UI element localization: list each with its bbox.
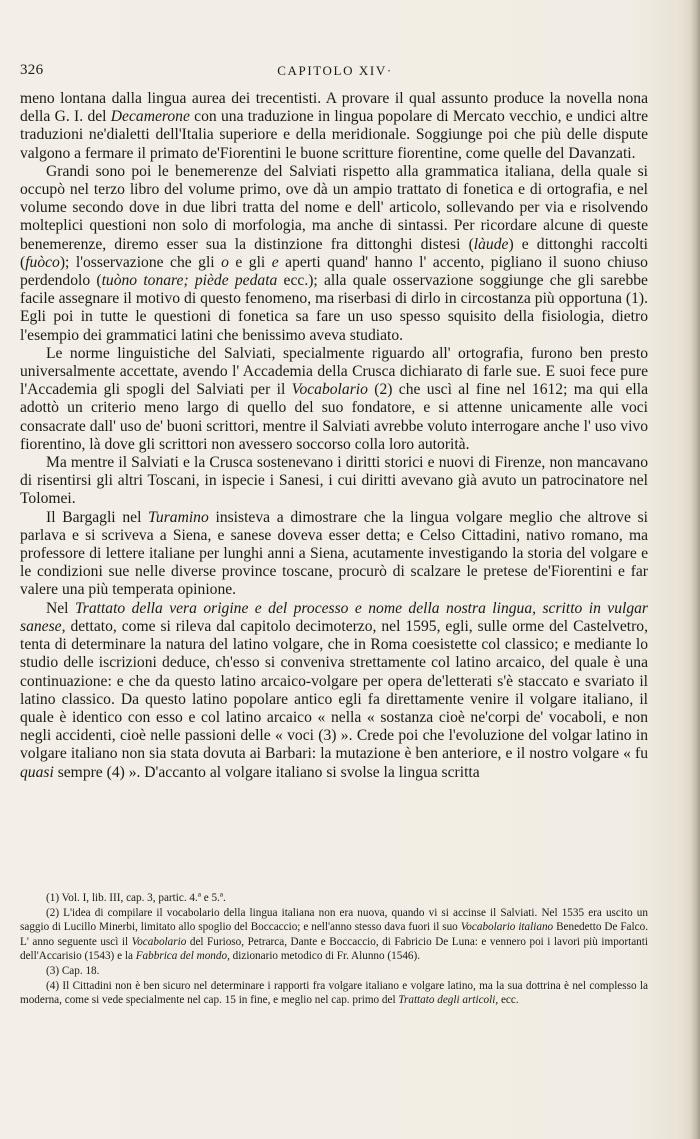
footnote [20, 906, 648, 964]
footnotes [20, 891, 648, 1008]
footnote [20, 891, 648, 906]
text-run: (2) L'idea di compilare il vocabolario della lingua italiana non era nuova, quando vi si accinse il Salviati. Nel 1535 era uscito un saggio di Lucillo Minerbi, limitato allo spoglio del Boccaccio; e nell'anno stesso dava fuori il suo [20, 906, 648, 934]
italic-run: Decamerone [110, 108, 190, 126]
italic-run: Vocabolario [131, 935, 187, 948]
italic-run: Turamino [148, 508, 209, 526]
text-run: sempre (4) ». D'accanto al volgare italiano si svolse la lingua scritta [53, 763, 480, 781]
italic-run: Vocabolario italiano [460, 921, 554, 934]
text-run: dizionario metodico di Fr. Alunno (1546). [229, 950, 421, 963]
text-run: aperti quand' hanno l' accento, pigliano il suono chiuso perdendolo ( [20, 253, 648, 290]
text-run: con una traduzione in lingua popolare di Mercato vecchio, e undici altre traduzioni ne'dialetti dell'Italia superiore e della meridionale. Soggiunge poi che più delle dispute valgono a fermare il primato de'Fiorentini le buone scritture fiorentine, come quelle del Davanzati. [20, 108, 648, 162]
page-header [20, 62, 650, 84]
paragraph [20, 454, 648, 509]
italic-run: fuòco [25, 253, 60, 271]
text-run: (2) che uscì al fine nel 1612; ma qui ella adottò un criterio meno largo di quello del suo fondatore, e si attenne unicamente alle voci consacrate dall' uso de' buoni scrittori, mentre il Salviati avrebbe voluto interrogare anche l' uso vivo fiorentino, là dove gli scrittori non avessero soccorso colla loro autorità. [20, 381, 648, 453]
text-run: (1) Vol. I, lib. III, cap. 3, partic. 4.ª e 5.ª. [46, 892, 226, 904]
text-run: ) e dittonghi raccolti ( [20, 235, 649, 271]
italic-run: o [221, 253, 229, 271]
text-run: Le norme linguistiche del Salviati, specialmente riguardo all' ortografia, furono ben presto universalmente accettate, avendo l' Accademia della Crusca dichiarato di farle sue. E suoi fece pure l'Accademia gli spogli del Salviati per il [20, 344, 648, 399]
paragraph [20, 345, 648, 454]
italic-run: Trattato degli articoli, [398, 994, 499, 1007]
text-run: dettato, come si rileva dal capitolo decimoterzo, nel 1595, egli, sulle orme del Castelvetro, tenta di determinare la natura del latino volgare, che in Roma coesistette col classico; e mediante lo studio delle iscrizioni deduce, ch'esso si conveniva strettamente col latino arcaico, del quale è una continuazione: e che da questo latino arcaico-volgare per opera de'letterati s'è staccato e svariato il latino classico. Da questo latino popolare antico egli fa direttamente venire il volgare italiano, il quale è identico con esso e col latino arcaico « nella « sostanza cioè ne'corpi de' vocaboli, e non negli accidenti, cioè nelle passioni delle « voci (3) ». Crede poi che l'evoluzione del volgar latino in volgare italiano non sia stata dovuta ai Barbari: la mutazione è ben anteriore, e il nostro volgare « fu [20, 617, 648, 763]
paragraph [20, 600, 648, 782]
text-run: e gli [228, 253, 272, 271]
italic-run: e [271, 253, 279, 271]
text-run: (4) Il Cittadini non è ben sicuro nel determinare i rapporti fra volgare italiano e volgare latino, ma la sua dottrina è nel complesso la moderna, come si vede specialmente nel cap. 15 in fine, e meglio nel cap. primo del [20, 979, 648, 1007]
text-run: del Furioso, Petrarca, Dante e Boccaccio, di Fabricio De Luna: e vennero poi i lavori più importanti dell'Accarisio (1543) e la [20, 935, 648, 963]
paragraph [20, 509, 648, 600]
italic-run: tuòno tonare; piède pedata [101, 272, 278, 290]
text-run: insisteva a dimostrare che la lingua volgare meglio che altrove si parlava e si scriveva a Siena, e sanese doveva esser detta; e Celso Cittadini, nativo romano, ma professore di lettere italiane per lunghi anni a Siena, acutamente investigando la storia del volgare e le condizioni sue nelle diverse province toscane, procurò di scalzare le pretese de'Fiorentini e far valere una più temperata opinione. [20, 508, 648, 599]
text-run: meno lontana dalla lingua aurea dei trecentisti. A provare il qual assunto produce la novella nona della G. I. del [20, 90, 648, 126]
main-text [20, 90, 648, 782]
italic-run: Trattato della vera origine e del processo e nome della nostra lingua, scritto in vulgar sanese, [20, 599, 648, 635]
text-run: Il Bargagli nel [46, 508, 149, 526]
text-run: ); l'osservazione che gli [59, 253, 222, 271]
text-run: (3) Cap. 18. [46, 964, 100, 977]
footnote [20, 964, 648, 979]
page-number: 326 [20, 62, 44, 78]
italic-run: Fabbrica del mondo, [135, 950, 230, 963]
page-edge-shadow [690, 0, 700, 1139]
text-run: ecc.); alla quale osservazione soggiunge che gli sarebbe facile assegnare il motivo di questo fenomeno, ma riserbasi di dirlo in circostanza più opportuna (1). Egli poi in tutte le questioni di fonetica sa fare un uso spesso squisito della fisiologia, dietro l'esempio dei grammatici latini che benissimo aveva studiato. [20, 272, 648, 344]
italic-run: làude [473, 235, 509, 253]
text-run: Grandi sono poi le benemerenze del Salviati rispetto alla grammatica italiana, della quale si occupò nel terzo libro del volume primo, ove dà un ampio trattato di fonetica e di ortografia, e nel volume secondo dove in due libri tratta del nome e dell' articolo, sollevando per via e risolvendo molteplici questioni non solo di morfologia, ma anche di sintassi. Per ricordare alcune di queste benemerenze, diremo esser sua la distinzione fra dittonghi distesi ( [20, 162, 648, 253]
running-head: CAPITOLO XIV· [277, 63, 393, 78]
italic-run: quasi [20, 763, 54, 781]
italic-run: Vocabolario [291, 381, 368, 399]
footnote [20, 979, 648, 1008]
text-run: Nel [46, 599, 75, 617]
text-run: ecc. [498, 994, 519, 1007]
text-run: Benedetto De Falco. L' anno seguente uscì il [20, 921, 648, 948]
text-run: Ma mentre il Salviati e la Crusca sostenevano i diritti storici e nuovi di Firenze, non mancavano di risentirsi gli altri Toscani, in ispecie i Sanesi, i cui diritti avevano già avuto un patrocinatore nel Tolomei. [20, 454, 648, 508]
paragraph [20, 163, 648, 345]
paragraph [20, 90, 648, 163]
